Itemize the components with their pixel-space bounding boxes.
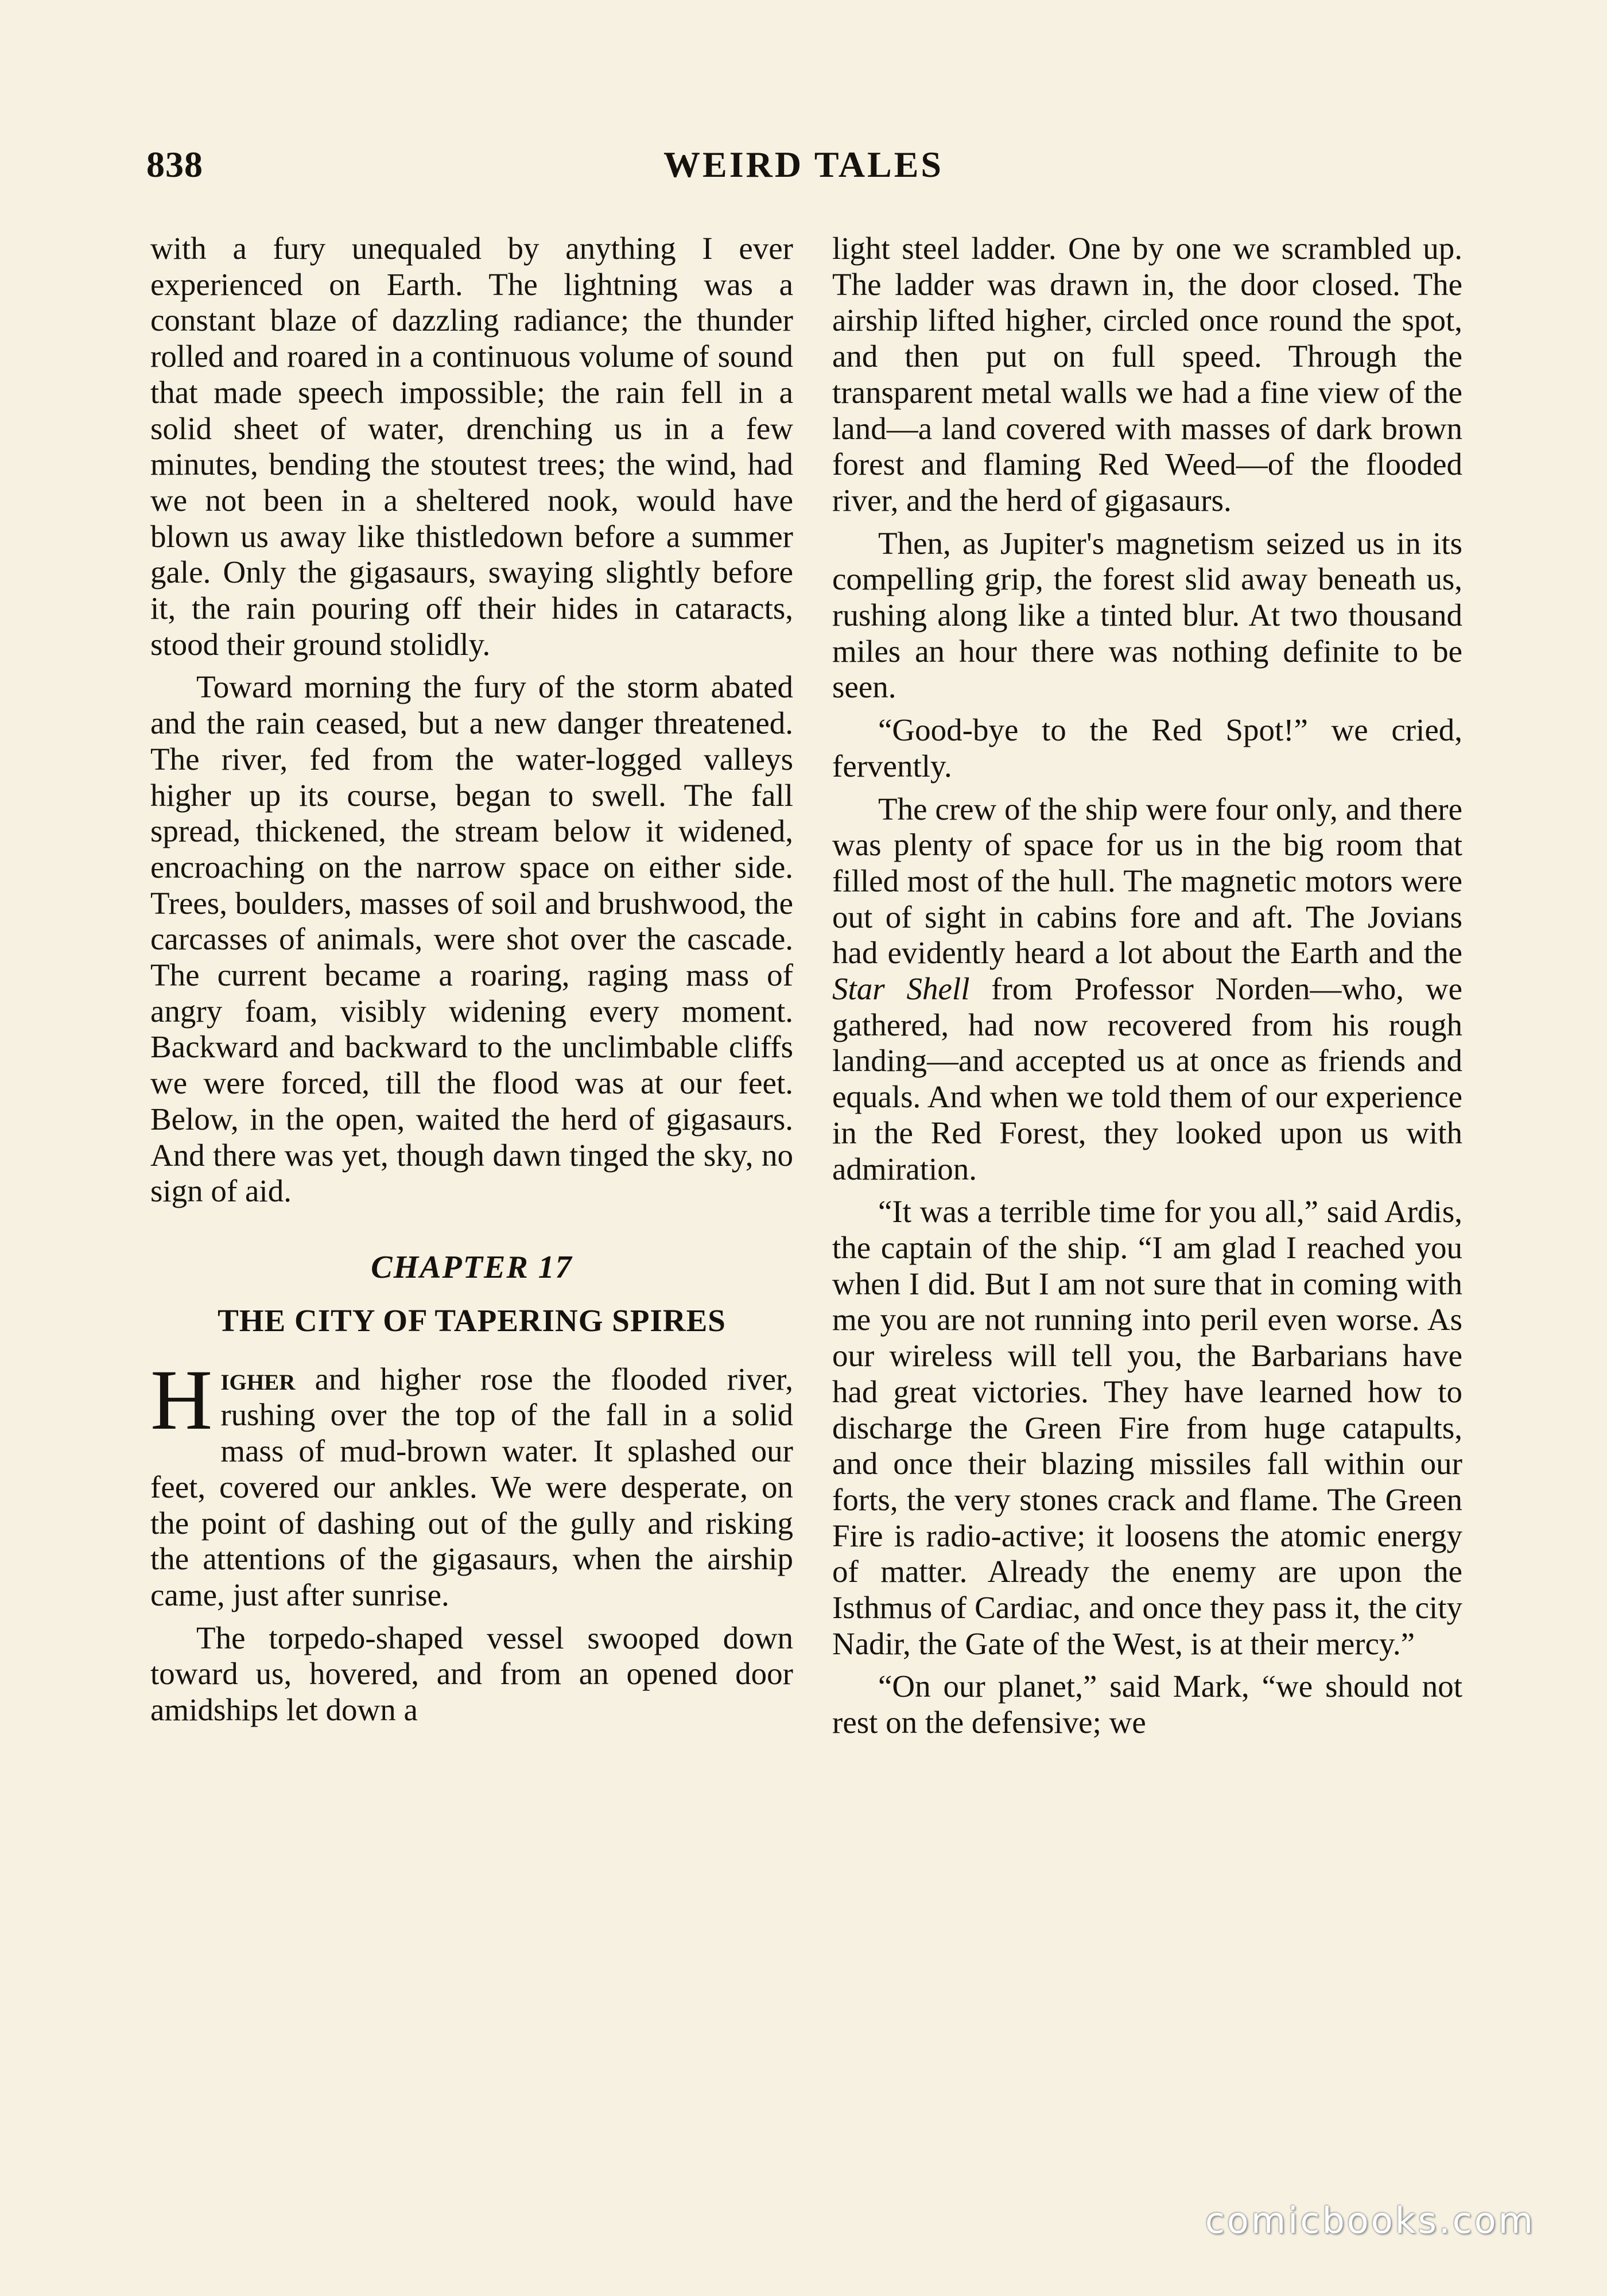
ship-name: Star Shell [832,971,970,1007]
paragraph: The torpedo-shaped vessel swooped down toward us, hovered, and from an opened door amidships let down a [150,1620,793,1728]
chapter-number: CHAPTER 17 [371,1249,573,1285]
paragraph [832,792,1462,1188]
left-column [150,231,793,1735]
page-number: 838 [146,144,203,185]
paragraph: “It was a terrible time for you all,” said Ardis, the captain of the ship. “I am glad I reached you when I did. But I am not sure that in coming with me you are not running into peril even worse. As our wireless will tell you, the Barbarians have had great victories. They have learned how to discharge the Green Fire from huge catapults, and once their blazing missiles fall within our forts, the very stones crack and flame. The Green Fire is radio-active; it loosens the atomic energy of matter. Already the enemy are upon the Isthmus of Cardiac, and once they pass it, the city Nadir, the Gate of the West, is at their mercy.” [832,1194,1462,1661]
paragraph-text: and higher rose the flooded river, rushing over the top of the fall in a solid mass of mud-brown water. It splashed our feet, covered our ankles. We were desperate, on the point of dashing out of the gully and risking the attentions of the gigasaurs, when the airship came, just after sunrise. [150,1361,793,1612]
paragraph: “Good-bye to the Red Spot!” we cried, fervently. [832,712,1462,784]
paragraph: with a fury unequaled by anything I ever experienced on Earth. The lightning was a constant blaze of dazzling radiance; the thunder rolled and roared in a continuous volume of sound that made speech impossible; the rain fell in a solid sheet of water, drenching us in a few minutes, bending the stoutest trees; the wind, had we not been in a sheltered nook, would have blown us away like thistledown before a summer gale. Only the gigasaurs, swaying slightly before it, the rain pouring off their hides in cataracts, stood their ground stolidly. [150,231,793,662]
running-head: WEIRD TALES [663,144,944,185]
paragraph-text: The crew of the ship were four only, and there was plenty of space for us in the big room that filled most of the hull. The magnetic motors were out of sight in cabins fore and aft. The Jovians had evidently heard a lot about the Earth and the [832,791,1462,971]
paragraph: Then, as Jupiter's magnetism seized us in its compelling grip, the forest slid away beneath us, rushing along like a tinted blur. At two thousand miles an hour there was nothing definite to be seen. [832,525,1462,705]
paragraph: “On our planet,” said Mark, “we should not rest on the defensive; we [832,1669,1462,1740]
page-header [146,144,1461,195]
drop-cap: H [150,1352,213,1448]
site-watermark: comicbooks.com [1205,2200,1535,2241]
paragraph: light steel ladder. One by one we scrambled up. The ladder was drawn in, the door closed. The airship lifted higher, circled once round the spot, and then put on full speed. Through the transparent metal walls we had a fine view of the land—a land covered with masses of dark brown forest and flaming Red Weed—of the flooded river, and the herd of gigasaurs. [832,231,1462,518]
paragraph: Toward morning the fury of the storm abated and the rain ceased, but a new danger threatened. The river, fed from the water-logged valleys higher up its course, began to swell. The fall spread, thickened, the stream below it widened, encroaching on the narrow space on either side. Trees, boulders, masses of soil and brushwood, the carcasses of animals, were shot over the cascade. The current became a roaring, raging mass of angry foam, visibly widening every moment. Backward and backward to the unclimbable cliffs we were forced, till the flood was at our feet. Below, in the open, waited the herd of gigasaurs. And there was yet, though dawn tinged the sky, no sign of aid. [150,669,793,1209]
paragraph [150,1352,793,1614]
chapter-title: THE CITY OF TAPERING SPIRES [218,1302,726,1338]
small-caps-lead: igher [220,1361,296,1397]
right-column [832,231,1462,1748]
paragraph-text: from Professor Norden—who, we gathered, had now recovered from his rough landing—and accepted us at once as friends and equals. And when we told them of our experience in the Red Forest, they looked upon us with admiration. [832,971,1462,1186]
